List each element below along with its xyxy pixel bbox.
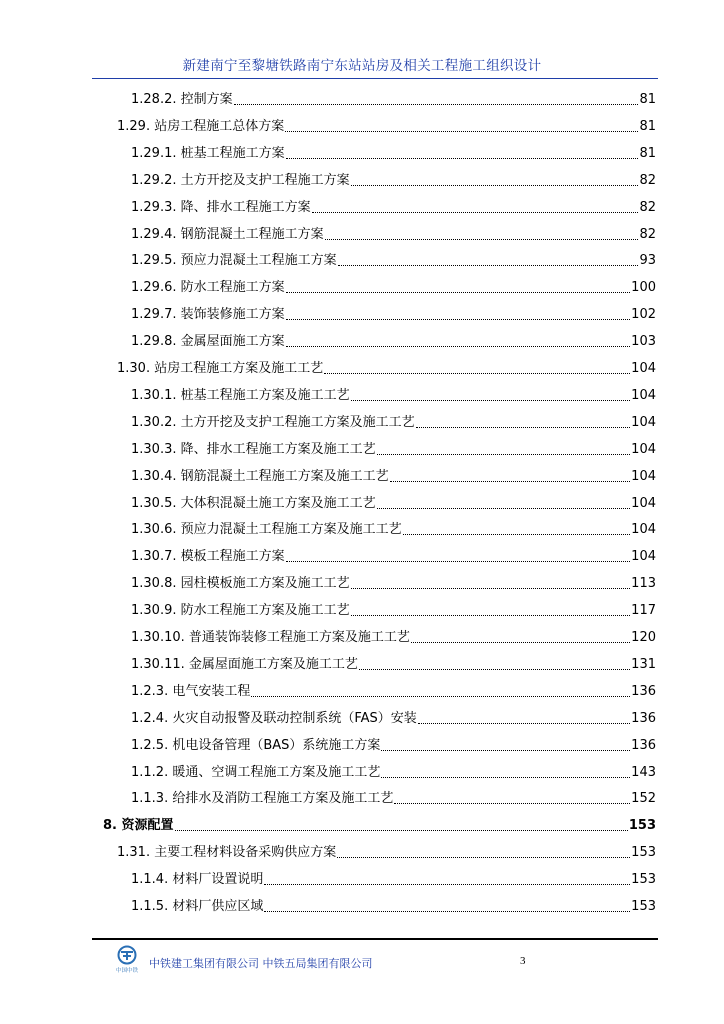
toc-entry-title: 1.30.4. 钢筋混凝土工程施工方案及施工工艺: [131, 468, 389, 484]
toc-entry-title: 1.29. 站房工程施工总体方案: [117, 118, 285, 134]
toc-entry-page: 153: [631, 872, 656, 888]
toc-entry-page: 81: [639, 145, 656, 161]
toc-entry[interactable]: [131, 703, 656, 727]
toc-entry-title: 1.30.1. 桩基工程施工方案及施工工艺: [131, 387, 350, 403]
toc-entry-title: 1.30.9. 防水工程施工方案及施工工艺: [131, 603, 350, 619]
toc-dot-leader: [285, 130, 638, 132]
toc-entry[interactable]: [117, 837, 656, 861]
toc-dot-leader: [351, 614, 631, 616]
toc-entry-page: 81: [639, 118, 656, 134]
toc-dot-leader: [416, 426, 631, 428]
toc-dot-leader: [390, 480, 631, 482]
toc-entry-title: 1.30.10. 普通装饰装修工程施工方案及施工工艺: [131, 630, 410, 645]
toc-entry-page: 82: [639, 226, 656, 242]
toc-entry[interactable]: [131, 407, 656, 431]
toc-dot-leader: [286, 560, 631, 562]
toc-entry[interactable]: [131, 730, 656, 754]
toc-dot-leader: [286, 291, 631, 293]
toc-dot-leader: [338, 264, 639, 266]
toc-dot-leader: [234, 103, 639, 105]
footer-divider: [92, 938, 658, 940]
toc-dot-leader: [351, 587, 631, 589]
toc-entry[interactable]: [131, 622, 656, 646]
toc-entry-page: 104: [631, 387, 656, 403]
toc-entry[interactable]: [131, 434, 656, 458]
toc-entry-page: 82: [639, 172, 656, 188]
toc-entry[interactable]: [131, 219, 656, 243]
toc-dot-leader: [312, 211, 639, 213]
toc-entry[interactable]: [131, 568, 656, 592]
toc-entry-title: 1.30.2. 土方开挖及支护工程施工方案及施工工艺: [131, 414, 415, 430]
toc-dot-leader: [403, 533, 631, 535]
toc-entry-title: 1.1.3. 给排水及消防工程施工方案及施工工艺: [131, 791, 394, 807]
toc-entry[interactable]: [131, 864, 656, 888]
toc-entry-title: 1.30.5. 大体积混凝土施工方案及施工工艺: [131, 495, 376, 511]
toc-entry-title: 1.29.2. 土方开挖及支护工程施工方案: [131, 172, 350, 188]
toc-dot-leader: [264, 910, 630, 912]
header-divider: [92, 78, 658, 79]
toc-entry[interactable]: [131, 783, 656, 807]
toc-dot-leader: [359, 668, 630, 670]
toc-dot-leader: [337, 856, 630, 858]
toc-entry[interactable]: [131, 676, 656, 700]
toc-entry-title: 1.1.5. 材料厂供应区域: [131, 899, 264, 914]
toc-entry-page: 143: [631, 764, 656, 780]
toc-entry-title: 1.1.2. 暖通、空调工程施工方案及施工工艺: [131, 764, 381, 780]
toc-dot-leader: [286, 345, 631, 347]
toc-entry-page: 131: [631, 656, 656, 672]
toc-entry-title: 1.2.4. 火灾自动报警及联动控制系统（FAS）安装: [131, 710, 417, 726]
page-number: 3: [520, 955, 526, 967]
toc-entry-title: 1.30.3. 降、排水工程施工方案及施工工艺: [131, 441, 376, 457]
toc-entry[interactable]: [131, 299, 656, 323]
toc-entry[interactable]: [103, 810, 656, 834]
toc-entry-title: 1.29.3. 降、排水工程施工方案: [131, 199, 311, 215]
toc-entry[interactable]: [131, 138, 656, 162]
toc-entry-page: 100: [631, 280, 656, 296]
toc-entry[interactable]: [131, 891, 656, 915]
toc-entry-title: 1.29.4. 钢筋混凝土工程施工方案: [131, 226, 324, 242]
toc-entry-title: 1.29.5. 预应力混凝土工程施工方案: [131, 253, 337, 269]
toc-entry[interactable]: [131, 541, 656, 565]
toc-entry-title: 1.2.3. 电气安装工程: [131, 683, 251, 699]
toc-entry-title: 1.30. 站房工程施工方案及施工工艺: [117, 361, 324, 376]
toc-entry-page: 102: [631, 307, 656, 323]
toc-dot-leader: [251, 695, 630, 697]
toc-entry-title: 1.29.6. 防水工程施工方案: [131, 280, 285, 296]
toc-entry-page: 104: [631, 549, 656, 565]
toc-dot-leader: [381, 776, 630, 778]
toc-entry-title: 1.31. 主要工程材料设备采购供应方案: [117, 845, 337, 861]
toc-dot-leader: [324, 372, 630, 374]
toc-entry[interactable]: [117, 111, 656, 135]
toc-entry-page: 104: [631, 441, 656, 457]
toc-entry-page: 104: [631, 522, 656, 538]
toc-entry-title: 1.30.7. 模板工程施工方案: [131, 549, 285, 565]
toc-entry-title: 1.30.8. 园柱模板施工方案及施工工艺: [131, 576, 350, 592]
toc-entry-title: 8. 资源配置: [103, 818, 174, 834]
toc-dot-leader: [286, 318, 631, 320]
svg-text:中国中铁: 中国中铁: [115, 968, 139, 974]
toc-entry-title: 1.30.11. 金属屋面施工方案及施工工艺: [131, 656, 358, 672]
toc-dot-leader: [286, 157, 639, 159]
toc-entry[interactable]: [131, 272, 656, 296]
toc-entry[interactable]: [131, 326, 656, 350]
toc-entry[interactable]: [131, 757, 656, 781]
toc-entry-title: 1.28.2. 控制方案: [131, 92, 233, 107]
toc-entry-page: 153: [628, 818, 656, 834]
toc-dot-leader: [351, 399, 631, 401]
toc-entry-page: 82: [639, 199, 656, 215]
toc-entry-page: 152: [631, 791, 656, 807]
toc-entry-page: 153: [631, 845, 656, 861]
toc-entry-page: 103: [631, 334, 656, 350]
toc-entry-title: 1.29.7. 装饰装修施工方案: [131, 307, 285, 323]
crec-logo-icon: [110, 945, 144, 975]
toc-entry-page: 120: [631, 630, 656, 645]
toc-entry-page: 136: [631, 710, 656, 726]
toc-entry[interactable]: [131, 165, 656, 189]
toc-dot-leader: [381, 749, 630, 751]
toc-entry[interactable]: [131, 649, 656, 673]
toc-dot-leader: [351, 184, 639, 186]
toc-entry[interactable]: [131, 595, 656, 619]
toc-entry[interactable]: [131, 245, 656, 269]
toc-entry-title: 1.30.6. 预应力混凝土工程施工方案及施工工艺: [131, 522, 402, 538]
toc-entry-title: 1.29.1. 桩基工程施工方案: [131, 145, 285, 161]
toc-entry-page: 136: [631, 737, 656, 753]
toc-entry-page: 104: [631, 468, 656, 484]
toc-dot-leader: [418, 722, 630, 724]
toc-entry-page: 113: [631, 576, 656, 592]
toc-entry[interactable]: [131, 192, 656, 216]
toc-entry[interactable]: [117, 353, 656, 377]
toc-entry[interactable]: [131, 380, 656, 404]
toc-entry[interactable]: [131, 84, 656, 108]
toc-entry-title: 1.1.4. 材料厂设置说明: [131, 872, 264, 888]
toc-dot-leader: [377, 453, 631, 455]
toc-entry-page: 153: [631, 899, 656, 914]
toc-entry-page: 117: [631, 603, 656, 619]
toc-dot-leader: [264, 883, 630, 885]
toc-entry-page: 104: [631, 361, 656, 376]
toc-dot-leader: [175, 829, 628, 831]
toc-dot-leader: [394, 802, 630, 804]
toc-entry[interactable]: [131, 461, 656, 485]
toc-entry[interactable]: [131, 488, 656, 512]
toc-entry-page: 104: [631, 495, 656, 511]
document-title: 新建南宁至黎塘铁路南宁东站站房及相关工程施工组织设计: [182, 58, 542, 74]
toc-dot-leader: [411, 641, 630, 643]
toc-entry-page: 81: [639, 92, 656, 107]
toc-dot-leader: [377, 507, 631, 509]
toc-entry-title: 1.2.5. 机电设备管理（BAS）系统施工方案: [131, 737, 381, 753]
toc-entry-page: 136: [631, 683, 656, 699]
toc-entry[interactable]: [131, 514, 656, 538]
toc-entry-page: 93: [639, 253, 656, 269]
toc-dot-leader: [325, 238, 639, 240]
toc-entry-page: 104: [631, 414, 656, 430]
footer-company-names: 中铁建工集团有限公司 中铁五局集团有限公司: [149, 957, 373, 970]
toc-entry-title: 1.29.8. 金属屋面施工方案: [131, 334, 285, 350]
